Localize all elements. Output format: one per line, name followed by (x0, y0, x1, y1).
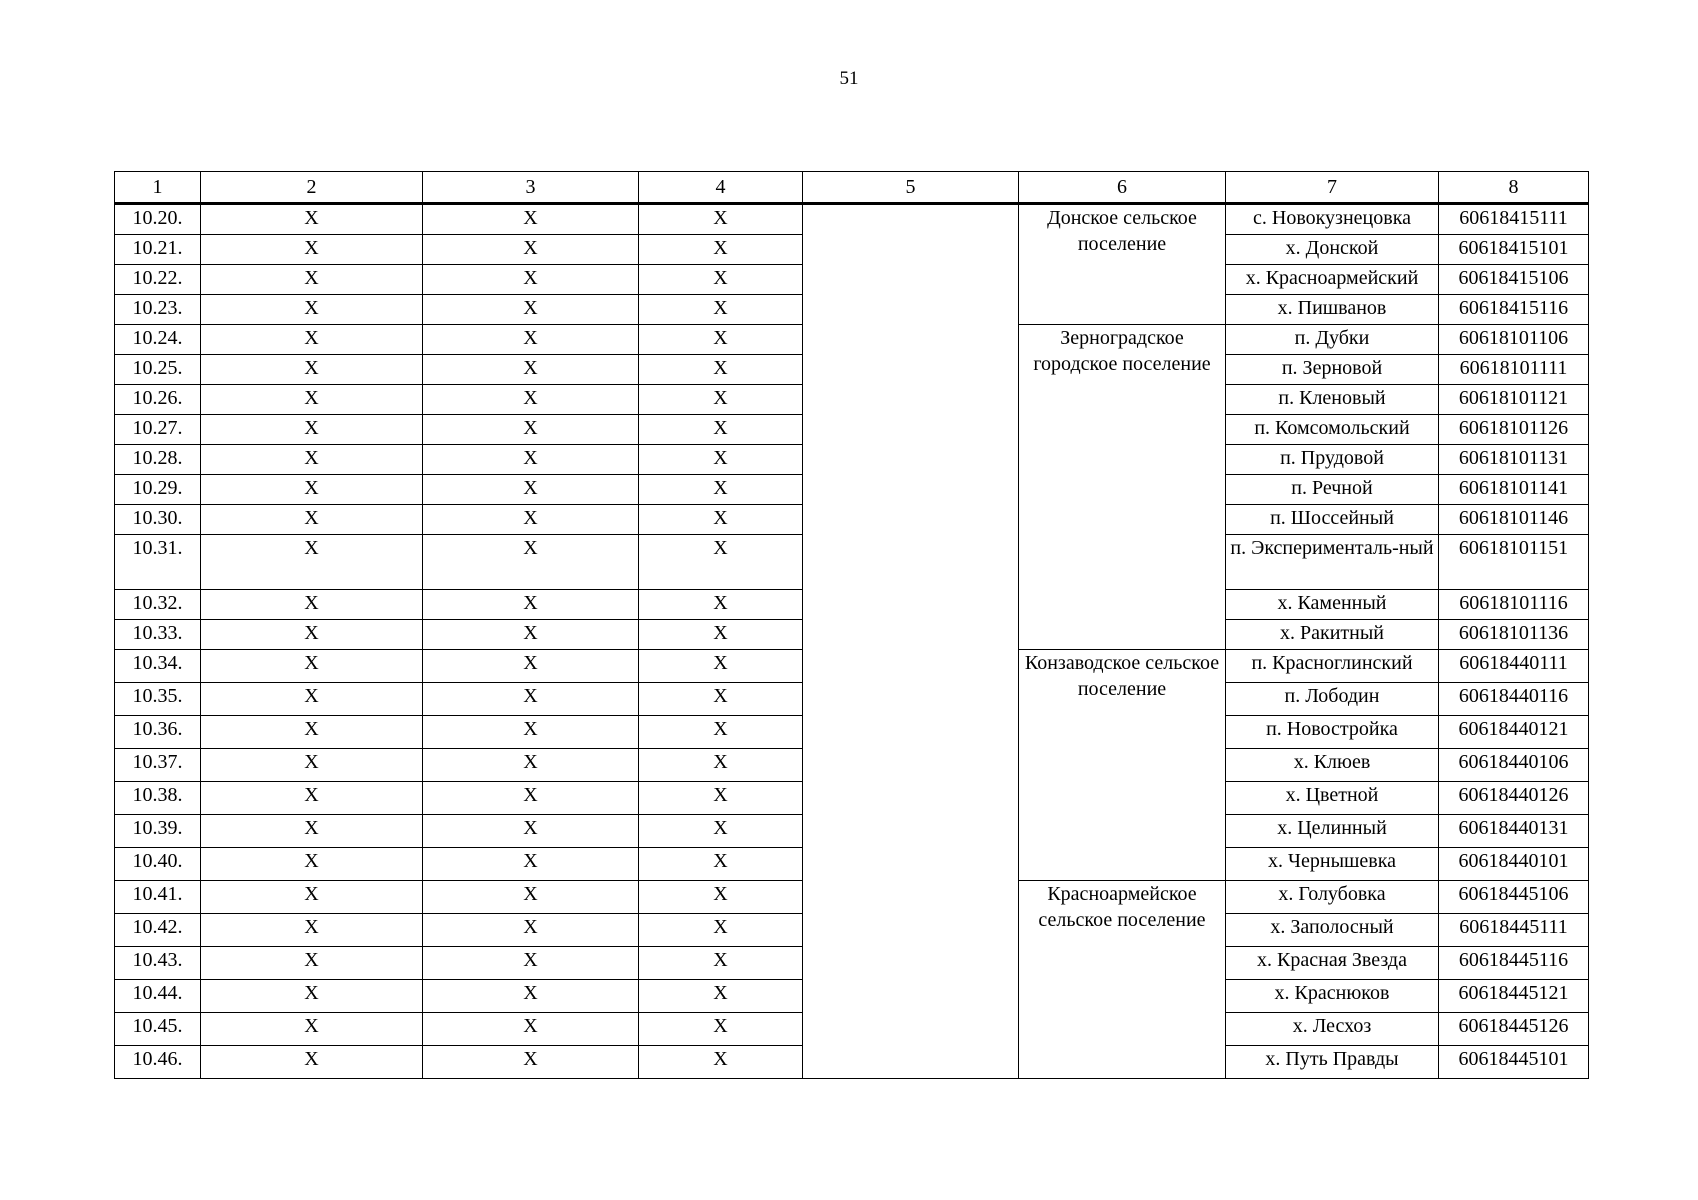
locality-name-cell: п. Прудовой (1226, 445, 1439, 475)
row-number-cell: 10.40. (115, 848, 201, 881)
col2-cell: X (201, 716, 423, 749)
header-cell: 4 (639, 172, 803, 204)
col2-cell: X (201, 683, 423, 716)
col4-cell: X (639, 415, 803, 445)
col3-cell: X (423, 1046, 639, 1079)
table-row (115, 204, 1589, 235)
row-number-cell: 10.39. (115, 815, 201, 848)
oktmo-code-cell: 60618445126 (1439, 1013, 1589, 1046)
oktmo-code-cell: 60618440126 (1439, 782, 1589, 815)
col4-cell: X (639, 1046, 803, 1079)
col2-cell: X (201, 1046, 423, 1079)
oktmo-code-cell: 60618101116 (1439, 590, 1589, 620)
row-number-cell: 10.42. (115, 914, 201, 947)
col3-cell: X (423, 445, 639, 475)
oktmo-code-cell: 60618445121 (1439, 980, 1589, 1013)
col2-cell: X (201, 445, 423, 475)
col2-cell: X (201, 385, 423, 415)
row-number-cell: 10.30. (115, 505, 201, 535)
col3-cell: X (423, 295, 639, 325)
row-number-cell: 10.37. (115, 749, 201, 782)
col4-cell: X (639, 475, 803, 505)
header-cell: 7 (1226, 172, 1439, 204)
locality-name-cell: х. Заполосный (1226, 914, 1439, 947)
col4-cell: X (639, 914, 803, 947)
col2-cell: X (201, 848, 423, 881)
col4-cell: X (639, 355, 803, 385)
col2-cell: X (201, 947, 423, 980)
locality-name-cell: х. Красноармейский (1226, 265, 1439, 295)
col4-cell: X (639, 650, 803, 683)
col3-cell: X (423, 235, 639, 265)
locality-name-cell: х. Путь Правды (1226, 1046, 1439, 1079)
col2-cell: X (201, 535, 423, 590)
oktmo-code-cell: 60618445116 (1439, 947, 1589, 980)
col4-cell: X (639, 881, 803, 914)
row-number-cell: 10.20. (115, 204, 201, 235)
locality-name-cell: х. Красная Звезда (1226, 947, 1439, 980)
oktmo-code-cell: 60618445106 (1439, 881, 1589, 914)
col3-cell: X (423, 590, 639, 620)
col3-cell: X (423, 782, 639, 815)
locality-name-cell: п. Эксперименталь-ный (1226, 535, 1439, 590)
col3-cell: X (423, 385, 639, 415)
col4-cell: X (639, 683, 803, 716)
row-number-cell: 10.45. (115, 1013, 201, 1046)
oktmo-code-cell: 60618101121 (1439, 385, 1589, 415)
oktmo-code-cell: 60618445101 (1439, 1046, 1589, 1079)
header-cell: 1 (115, 172, 201, 204)
col3-cell: X (423, 505, 639, 535)
header-cell: 6 (1019, 172, 1226, 204)
col2-cell: X (201, 620, 423, 650)
locality-name-cell: п. Комсомольский (1226, 415, 1439, 445)
settlements-table (114, 171, 1589, 1079)
col4-cell: X (639, 749, 803, 782)
oktmo-code-cell: 60618440121 (1439, 716, 1589, 749)
col2-cell: X (201, 980, 423, 1013)
row-number-cell: 10.32. (115, 590, 201, 620)
row-number-cell: 10.38. (115, 782, 201, 815)
table-header-row (115, 172, 1589, 204)
col4-cell: X (639, 848, 803, 881)
oktmo-code-cell: 60618415111 (1439, 204, 1589, 235)
col4-cell: X (639, 947, 803, 980)
oktmo-code-cell: 60618101136 (1439, 620, 1589, 650)
col3-cell: X (423, 716, 639, 749)
oktmo-code-cell: 60618445111 (1439, 914, 1589, 947)
row-number-cell: 10.36. (115, 716, 201, 749)
locality-name-cell: п. Шоссейный (1226, 505, 1439, 535)
col3-cell: X (423, 475, 639, 505)
col2-cell: X (201, 914, 423, 947)
col3-cell: X (423, 1013, 639, 1046)
row-number-cell: 10.33. (115, 620, 201, 650)
col3-cell: X (423, 415, 639, 445)
col3-cell: X (423, 914, 639, 947)
col3-cell: X (423, 980, 639, 1013)
oktmo-code-cell: 60618101111 (1439, 355, 1589, 385)
col2-cell: X (201, 749, 423, 782)
row-number-cell: 10.21. (115, 235, 201, 265)
oktmo-code-cell: 60618440116 (1439, 683, 1589, 716)
col3-cell: X (423, 355, 639, 385)
row-number-cell: 10.29. (115, 475, 201, 505)
row-number-cell: 10.44. (115, 980, 201, 1013)
col4-cell: X (639, 385, 803, 415)
col3-cell: X (423, 325, 639, 355)
col2-cell: X (201, 650, 423, 683)
oktmo-code-cell: 60618440101 (1439, 848, 1589, 881)
row-number-cell: 10.26. (115, 385, 201, 415)
col3-cell: X (423, 848, 639, 881)
locality-name-cell: х. Целинный (1226, 815, 1439, 848)
oktmo-code-cell: 60618101131 (1439, 445, 1589, 475)
col4-cell: X (639, 445, 803, 475)
locality-name-cell: п. Лободин (1226, 683, 1439, 716)
col4-cell: X (639, 716, 803, 749)
locality-name-cell: п. Красноглинский (1226, 650, 1439, 683)
col4-cell: X (639, 620, 803, 650)
col2-cell: X (201, 235, 423, 265)
col4-cell: X (639, 590, 803, 620)
locality-name-cell: х. Голубовка (1226, 881, 1439, 914)
oktmo-code-cell: 60618415116 (1439, 295, 1589, 325)
row-number-cell: 10.23. (115, 295, 201, 325)
row-number-cell: 10.27. (115, 415, 201, 445)
col4-cell: X (639, 782, 803, 815)
locality-name-cell: х. Пишванов (1226, 295, 1439, 325)
col4-cell: X (639, 535, 803, 590)
col4-cell: X (639, 204, 803, 235)
locality-name-cell: х. Ракитный (1226, 620, 1439, 650)
header-cell: 8 (1439, 172, 1589, 204)
locality-name-cell: х. Донской (1226, 235, 1439, 265)
col3-cell: X (423, 650, 639, 683)
row-number-cell: 10.25. (115, 355, 201, 385)
col4-cell: X (639, 295, 803, 325)
col2-cell: X (201, 325, 423, 355)
locality-name-cell: х. Каменный (1226, 590, 1439, 620)
col3-cell: X (423, 749, 639, 782)
col2-cell: X (201, 505, 423, 535)
col4-cell: X (639, 815, 803, 848)
oktmo-code-cell: 60618415106 (1439, 265, 1589, 295)
header-cell: 2 (201, 172, 423, 204)
col2-cell: X (201, 475, 423, 505)
oktmo-code-cell: 60618440111 (1439, 650, 1589, 683)
col4-cell: X (639, 505, 803, 535)
oktmo-code-cell: 60618101146 (1439, 505, 1589, 535)
locality-name-cell: п. Речной (1226, 475, 1439, 505)
oktmo-code-cell: 60618440131 (1439, 815, 1589, 848)
col2-cell: X (201, 1013, 423, 1046)
col2-cell: X (201, 782, 423, 815)
row-number-cell: 10.22. (115, 265, 201, 295)
row-number-cell: 10.46. (115, 1046, 201, 1079)
settlement-name-cell: Зерноградское городское поселение (1019, 325, 1226, 650)
oktmo-code-cell: 60618101151 (1439, 535, 1589, 590)
settlement-name-cell: Донское сельское поселение (1019, 204, 1226, 325)
header-cell: 5 (803, 172, 1019, 204)
locality-name-cell: с. Новокузнецовка (1226, 204, 1439, 235)
col3-cell: X (423, 881, 639, 914)
oktmo-code-cell: 60618415101 (1439, 235, 1589, 265)
locality-name-cell: х. Лесхоз (1226, 1013, 1439, 1046)
header-cell: 3 (423, 172, 639, 204)
locality-name-cell: п. Зерновой (1226, 355, 1439, 385)
row-number-cell: 10.43. (115, 947, 201, 980)
col4-cell: X (639, 235, 803, 265)
col3-cell: X (423, 620, 639, 650)
row-number-cell: 10.35. (115, 683, 201, 716)
col4-cell: X (639, 265, 803, 295)
col4-cell: X (639, 980, 803, 1013)
row-number-cell: 10.28. (115, 445, 201, 475)
oktmo-code-cell: 60618101106 (1439, 325, 1589, 355)
page-number: 51 (839, 68, 859, 89)
col3-cell: X (423, 683, 639, 716)
col2-cell: X (201, 265, 423, 295)
locality-name-cell: х. Цветной (1226, 782, 1439, 815)
col2-cell: X (201, 204, 423, 235)
col3-cell: X (423, 204, 639, 235)
col4-cell: X (639, 1013, 803, 1046)
col2-cell: X (201, 295, 423, 325)
locality-name-cell: х. Клюев (1226, 749, 1439, 782)
col2-cell: X (201, 415, 423, 445)
settlement-name-cell: Конзаводское сельское поселение (1019, 650, 1226, 881)
oktmo-code-cell: 60618101126 (1439, 415, 1589, 445)
col2-cell: X (201, 355, 423, 385)
col4-cell: X (639, 325, 803, 355)
col3-cell: X (423, 815, 639, 848)
col2-cell: X (201, 881, 423, 914)
col2-cell: X (201, 815, 423, 848)
col2-cell: X (201, 590, 423, 620)
row-number-cell: 10.31. (115, 535, 201, 590)
locality-name-cell: х. Краснюков (1226, 980, 1439, 1013)
oktmo-code-cell: 60618440106 (1439, 749, 1589, 782)
oktmo-code-cell: 60618101141 (1439, 475, 1589, 505)
row-number-cell: 10.41. (115, 881, 201, 914)
col3-cell: X (423, 265, 639, 295)
locality-name-cell: х. Чернышевка (1226, 848, 1439, 881)
settlement-name-cell: Красноармейское сельское поселение (1019, 881, 1226, 1079)
locality-name-cell: п. Дубки (1226, 325, 1439, 355)
row-number-cell: 10.34. (115, 650, 201, 683)
col5-blank-cell (803, 204, 1019, 1079)
col3-cell: X (423, 535, 639, 590)
row-number-cell: 10.24. (115, 325, 201, 355)
col3-cell: X (423, 947, 639, 980)
locality-name-cell: п. Новостройка (1226, 716, 1439, 749)
locality-name-cell: п. Кленовый (1226, 385, 1439, 415)
